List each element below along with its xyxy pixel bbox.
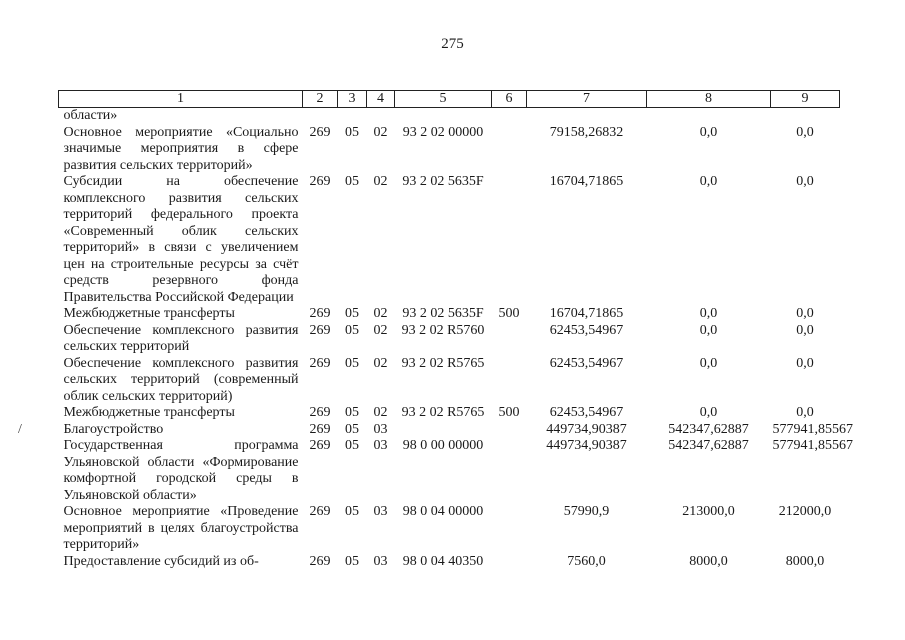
cell-target-article: 98 0 04 00000 (402, 504, 484, 519)
cell-target-article: 93 2 02 5635F (402, 306, 484, 321)
table-row (59, 504, 840, 554)
cell-subsection: 02 (373, 355, 388, 371)
column-header-8: 8 (647, 91, 771, 108)
cell-expense-type (492, 438, 527, 504)
cell-expense-type (492, 323, 527, 356)
cell-description: Благоустройство (63, 421, 164, 437)
cell-section: 05 (345, 355, 359, 371)
cell-expense-type (492, 422, 527, 439)
cell-section: 05 (345, 421, 359, 437)
cell-target-article: 93 2 02 5635F (402, 174, 484, 189)
cell-description: Государственная программа Ульяновской области «Формирование комфортной городской среды в Ульяновской области» (63, 438, 299, 503)
cell-amount-year-3: 0,0 (796, 124, 814, 140)
cell-admin-code: 269 (309, 504, 331, 519)
cell-amount-year-2: 0,0 (699, 405, 718, 420)
cell-description: Субсидии на обеспечение комплексного развития сельских территорий федерального проекта «Современный облик сельских территорий» в связи с увеличением цен на строительные ресурсы за счёт средств резервного фонда Правительства Российской Федерации (63, 174, 299, 305)
cell-amount-year-1 (527, 108, 647, 125)
cell-subsection: 03 (373, 421, 388, 437)
column-header-2: 2 (303, 91, 338, 108)
cell-target-article (395, 422, 492, 439)
cell-amount-year-3 (771, 108, 840, 125)
cell-subsection: 02 (373, 174, 388, 189)
cell-amount-year-2: 0,0 (699, 174, 718, 189)
cell-amount-year-2: 542347,62887 (668, 438, 749, 453)
cell-section: 05 (345, 306, 359, 321)
column-header-1: 1 (59, 91, 303, 108)
cell-section: 05 (345, 504, 359, 519)
cell-amount-year-3: 0,0 (796, 174, 814, 189)
cell-subsection: 03 (373, 438, 388, 453)
table-row (59, 422, 840, 439)
cell-expense-type (492, 174, 527, 306)
table-row (59, 438, 840, 504)
cell-amount-year-3: 0,0 (796, 306, 814, 321)
cell-expense-type: 500 (498, 405, 520, 420)
cell-section: 05 (345, 174, 359, 189)
table-row (59, 108, 840, 125)
cell-expense-type (492, 125, 527, 175)
cell-amount-year-2: 0,0 (699, 124, 718, 140)
cell-expense-type (492, 554, 527, 571)
table-header (59, 91, 840, 108)
table-body (59, 108, 853, 571)
cell-amount-year-3: 577941,85567 (772, 438, 853, 453)
cell-section: 05 (345, 405, 359, 420)
cell-amount-year-3: 0,0 (796, 405, 814, 420)
cell-amount-year-1: 449734,90387 (546, 421, 627, 437)
column-header-9: 9 (771, 91, 840, 108)
cell-section: 05 (345, 124, 359, 140)
cell-subsection: 02 (373, 405, 388, 420)
cell-amount-year-1: 16704,71865 (549, 174, 624, 189)
cell-amount-year-1: 62453,54967 (549, 322, 624, 338)
cell-admin-code: 269 (309, 322, 331, 338)
cell-description: Основное мероприятие «Проведение мероприятий в целях благоустройства территорий» (63, 504, 299, 552)
cell-subsection: 03 (373, 553, 388, 569)
cell-target-article: 93 2 02 00000 (402, 124, 484, 140)
margin-mark: / (18, 422, 22, 437)
cell-description: Обеспечение комплексного развития сельских территорий (63, 322, 299, 354)
cell-expense-type (492, 356, 527, 406)
cell-admin-code: 269 (309, 553, 331, 569)
cell-description: области» (63, 108, 118, 123)
cell-amount-year-1: 62453,54967 (549, 405, 624, 420)
table-row (59, 356, 840, 406)
page-number: 275 (441, 36, 464, 52)
cell-description: Межбюджетные трансферты (63, 405, 235, 420)
cell-amount-year-3: 212000,0 (778, 504, 832, 519)
cell-target-article: 93 2 02 R5760 (401, 322, 485, 338)
cell-description: Основное мероприятие «Социально значимые мероприятия в сфере развития сельских территорий» (63, 124, 299, 173)
column-header-4: 4 (367, 91, 395, 108)
cell-target-article: 93 2 02 R5765 (401, 405, 485, 420)
table-row (59, 554, 840, 571)
cell-description: Обеспечение комплексного развития сельских территорий (современный облик сельских территорий) (63, 355, 299, 404)
cell-amount-year-2: 213000,0 (682, 504, 735, 519)
cell-expense-type (492, 504, 527, 554)
cell-section: 05 (345, 438, 359, 453)
column-header-6: 6 (492, 91, 527, 108)
cell-amount-year-2: 542347,62887 (668, 421, 749, 437)
cell-admin-code: 269 (309, 174, 331, 189)
cell-description: Предоставление субсидий из об- (63, 553, 259, 569)
budget-table (58, 90, 853, 570)
cell-amount-year-1: 7560,0 (567, 553, 606, 569)
cell-subsection: 02 (373, 306, 388, 321)
cell-admin-code: 269 (309, 405, 331, 420)
cell-amount-year-3: 0,0 (796, 355, 814, 371)
cell-amount-year-3: 8000,0 (785, 553, 825, 569)
cell-target-article (395, 108, 492, 125)
cell-target-article: 98 0 00 00000 (402, 438, 484, 453)
cell-subsection: 02 (373, 322, 388, 338)
cell-target-article: 98 0 04 40350 (402, 553, 484, 569)
cell-amount-year-3: 577941,85567 (772, 421, 853, 437)
cell-admin-code: 269 (309, 306, 331, 321)
cell-section: 05 (345, 553, 359, 569)
cell-amount-year-1: 16704,71865 (549, 306, 624, 321)
cell-amount-year-1: 57990,9 (563, 504, 610, 519)
cell-subsection (367, 108, 395, 125)
cell-description: Межбюджетные трансферты (63, 306, 235, 321)
cell-subsection: 02 (373, 124, 388, 140)
cell-amount-year-2: 8000,0 (689, 553, 728, 569)
cell-amount-year-2: 0,0 (699, 306, 718, 321)
cell-admin-code: 269 (309, 124, 331, 140)
table-header-row (59, 91, 840, 108)
table-row (59, 323, 840, 356)
cell-section (338, 108, 367, 125)
cell-expense-type (492, 108, 527, 125)
cell-amount-year-1: 449734,90387 (546, 438, 627, 453)
table-row (59, 306, 840, 323)
cell-admin-code: 269 (309, 355, 331, 371)
cell-amount-year-2 (647, 108, 771, 125)
table-row (59, 125, 840, 175)
cell-amount-year-1: 62453,54967 (549, 355, 624, 371)
cell-amount-year-2: 0,0 (699, 322, 718, 338)
cell-amount-year-3: 0,0 (796, 322, 814, 338)
column-header-5: 5 (395, 91, 492, 108)
cell-target-article: 93 2 02 R5765 (401, 355, 485, 371)
cell-expense-type: 500 (498, 306, 520, 321)
cell-amount-year-2: 0,0 (699, 355, 718, 371)
cell-admin-code (303, 108, 338, 125)
cell-admin-code: 269 (309, 421, 331, 437)
cell-section: 05 (345, 322, 359, 338)
cell-admin-code: 269 (309, 438, 331, 453)
table-row (59, 405, 840, 422)
table-row (59, 174, 840, 306)
cell-amount-year-1: 79158,26832 (549, 124, 624, 140)
column-header-3: 3 (338, 91, 367, 108)
cell-subsection: 03 (373, 504, 388, 519)
column-header-7: 7 (527, 91, 647, 108)
